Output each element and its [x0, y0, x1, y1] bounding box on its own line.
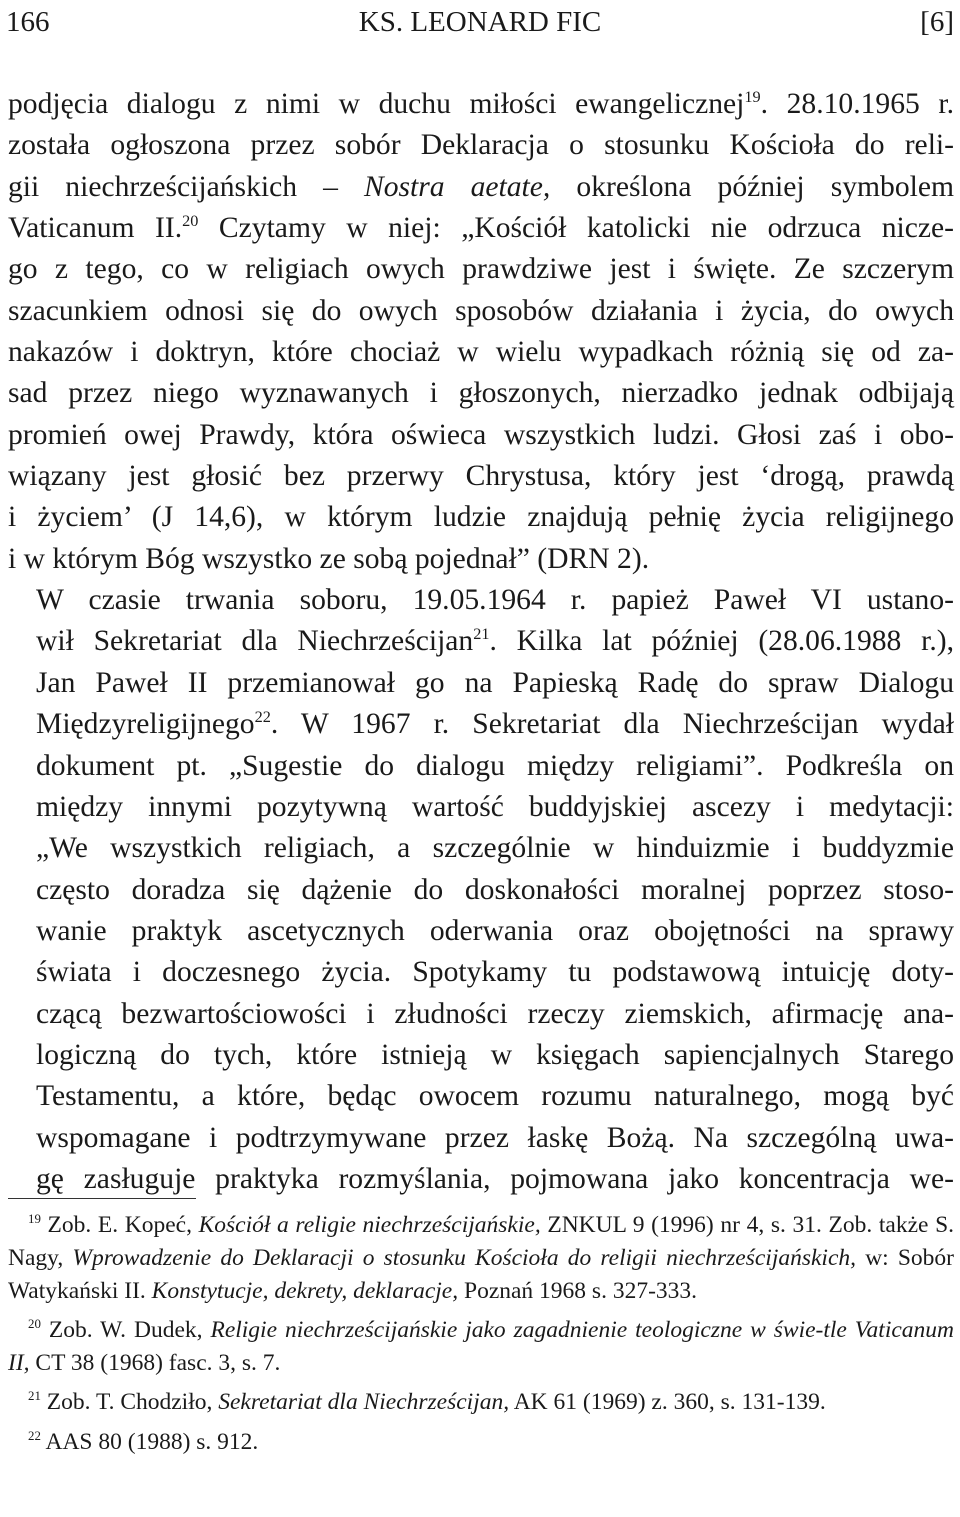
footnote-text: ZNKUL 9 (1996) nr 4, s. 31. Zob. także S. Nagy,: [8, 1212, 955, 1272]
text-line: wanie praktyk ascetycznych oderwania oraz obojętności na sprawy: [36, 914, 954, 947]
text-span: . W 1967 r. Sekretariat dla Niechrześcijan wydał: [270, 708, 954, 741]
text-line: świata i doczesnego życia. Spotykamy tu podstawową intuicję doty-: [36, 956, 954, 989]
footnote-title: Konstytucje, dekrety, deklaracje,: [151, 1278, 459, 1305]
text-line: nakazów i doktryn, które chociaż w wielu wypadkach różnią się od za-: [8, 336, 954, 369]
text-line: dokument pt. „Sugestie do dialogu między religiami”. Podkreśla on: [36, 749, 954, 782]
text-line: [8, 208, 954, 249]
text-span: wił Sekretariat dla Niechrześcijan: [36, 625, 474, 658]
footnotes: [8, 1209, 954, 1465]
text-line: Testamentu, a które, będąc owocem rozumu naturalnego, mogą być: [36, 1080, 954, 1113]
footnote-22: [8, 1426, 954, 1459]
text-span: gii niechrześcijańskich –: [8, 170, 364, 203]
footnote-mark: [8, 1429, 41, 1455]
footnote-text: w: Sobór Watykański II.: [8, 1245, 954, 1305]
page-number: 166: [6, 6, 50, 38]
text-line: promień owej Prawdy, która oświeca wszystkich ludzi. Głosi zaś i obo-: [8, 418, 954, 451]
text-line: go z tego, co w religiach owych prawdziwe jest i święte. Ze szczerym: [8, 253, 954, 286]
footnote-title: Kościół a religie niechrześcijańskie,: [198, 1212, 541, 1238]
footnote-text: AAS 80 (1988) s. 912.: [40, 1428, 259, 1455]
footnote-title: Religie niechrześcijańskie jako zagadnienie teologiczne w świe-tle Vaticanum II,: [8, 1317, 955, 1377]
text-span: określona później symbolem: [550, 170, 954, 203]
running-header: [0, 2, 960, 42]
text-line: wiązany jest głosić bez przerwy Chrystusa, który jest ‘drogą, prawdą: [8, 460, 954, 493]
footnote-ref-19[interactable]: 19: [744, 87, 761, 107]
text-line: między innymi pozytywną wartość buddyjskiej ascezy i medytacji:: [36, 790, 954, 823]
text-line: sad przez niego wyznawanych i głoszonych, nierzadko jednak odbijają: [8, 377, 954, 410]
footnote-text: CT 38 (1968) fasc. 3, s. 7.: [29, 1350, 281, 1377]
footnote-title: Sekretariat dla Niechrześcijan,: [218, 1389, 510, 1416]
footnote-number: 20: [28, 1316, 41, 1332]
footnote-text: Zob. T. Chodziło,: [40, 1389, 219, 1416]
footnote-separator: [8, 1198, 196, 1199]
text-span: Vaticanum II.: [8, 212, 183, 245]
document-title-italic: Nostra aetate,: [363, 170, 551, 203]
text-line: „We wszystkich religiach, a szczególnie w hinduizmie i buddyzmie: [36, 832, 954, 865]
footnote-mark: [8, 1317, 41, 1343]
paragraph-2: [8, 580, 954, 1200]
text-line: logiczną do tych, które istnieją w księgach sapiencjalnych Starego: [36, 1038, 954, 1071]
text-span: . 28.10.1965 r.: [760, 88, 954, 120]
footnote-text: Poznań 1968 s. 327-333.: [458, 1278, 698, 1305]
text-line: czącą bezwartościowości i złudności rzeczy ziemskich, afirmację ana-: [36, 997, 954, 1030]
text-line: [8, 621, 954, 662]
footnote-number: 21: [28, 1388, 41, 1404]
text-line: W czasie trwania soboru, 19.05.1964 r. papież Paweł VI ustano-: [36, 584, 954, 617]
text-line: [8, 704, 954, 745]
footnote-text: Zob. W. Dudek,: [40, 1317, 211, 1344]
section-number: [6]: [920, 6, 954, 38]
text-line: wspomagane i podtrzymywane przez łaskę Bożą. Na szczególną uwa-: [36, 1121, 954, 1154]
text-line: i życiem’ (J 14,6), w którym ludzie znajdują pełnię życia religijnego: [8, 501, 954, 534]
footnote-number: 22: [28, 1427, 41, 1443]
text-line: [8, 84, 954, 125]
text-line: Jan Paweł II przemianował go na Papieską Radę do spraw Dialogu: [36, 666, 954, 699]
footnote-mark: [8, 1212, 41, 1238]
paragraph-1: [8, 84, 954, 580]
running-title: KS. LEONARD FIC: [358, 6, 602, 38]
footnote-19: [8, 1209, 954, 1308]
footnote-title: Wprowadzenie do Deklaracji o stosunku Kościoła do religii niechrześcijańskich,: [72, 1245, 857, 1272]
footnote-ref-22[interactable]: 22: [254, 707, 271, 727]
footnote-mark: [8, 1389, 41, 1415]
footnote-ref-20[interactable]: 20: [182, 211, 199, 231]
text-span: Międzyreligijnego: [36, 708, 255, 741]
text-line: została ogłoszona przez sobór Deklaracja o stosunku Kościoła do reli-: [8, 129, 954, 162]
text-line: szacunkiem odnosi się do owych sposobów działania i życia, do owych: [8, 294, 954, 327]
footnote-text: Zob. E. Kopeć,: [40, 1212, 199, 1238]
text-line: [8, 167, 954, 208]
main-text: [8, 84, 954, 1200]
footnote-21: [8, 1386, 954, 1419]
footnote-text: AK 61 (1969) z. 360, s. 131-139.: [509, 1389, 826, 1416]
footnote-ref-21[interactable]: 21: [473, 624, 490, 644]
text-span: Czytamy w niej: „Kościół katolicki nie odrzuca nicze-: [198, 212, 954, 245]
text-span: . Kilka lat później (28.06.1988 r.),: [489, 625, 954, 658]
text-line: często doradza się dążenie do doskonałości moralnej poprzez stoso-: [36, 873, 954, 906]
text-line: i w którym Bóg wszystko ze sobą pojednał” (DRN 2).: [8, 542, 650, 575]
footnote-number: 19: [28, 1211, 41, 1227]
text-span: podjęcia dialogu z nimi w duchu miłości ewangelicznej: [8, 88, 745, 120]
footnote-20: [8, 1314, 954, 1380]
text-line: gę zasługuje praktyka rozmyślania, pojmowana jako koncentracja we-: [36, 1162, 954, 1195]
